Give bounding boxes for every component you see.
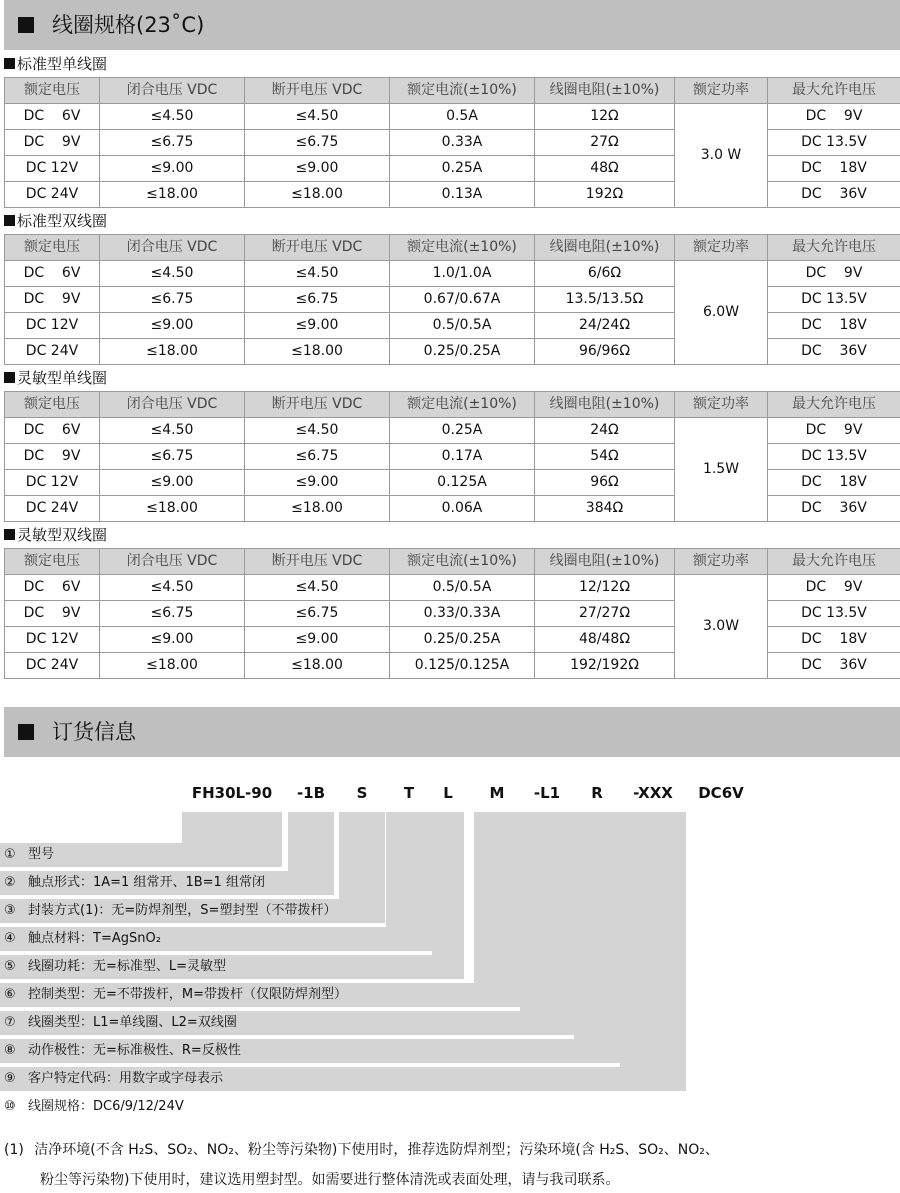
table-cell: 0.25A: [390, 156, 535, 182]
column-header: 闭合电压 VDC: [100, 235, 245, 261]
table-cell: 384Ω: [535, 496, 675, 522]
table-cell: DC 12V: [5, 470, 100, 496]
section-title: 线圈规格(23˚C): [52, 13, 205, 37]
order-item-text: 线圈功耗：无=标准型、L=灵敏型: [28, 959, 227, 974]
table-cell: DC 18V: [768, 313, 900, 339]
table-cell: 24/24Ω: [535, 313, 675, 339]
table-cell: ≤6.75: [100, 444, 245, 470]
column-header: 最大允许电压: [768, 392, 900, 418]
order-item-number: ⑧: [4, 1043, 16, 1058]
table-header-row: [5, 392, 900, 418]
order-item-text: 线圈规格：DC6/9/12/24V: [28, 1099, 184, 1114]
table-cell: ≤9.00: [245, 156, 390, 182]
table-caption-text: 灵敏型单线圈: [17, 369, 108, 387]
square-bullet-icon: [4, 215, 15, 226]
table-cell: DC 24V: [5, 339, 100, 365]
table-cell: ≤18.00: [100, 182, 245, 208]
order-code-part: -L1: [533, 784, 561, 802]
table-caption: [4, 55, 107, 73]
table-cell: DC 9V: [5, 287, 100, 313]
table-cell: DC 9V: [768, 418, 900, 444]
table-cell: ≤4.50: [245, 104, 390, 130]
table-cell: ≤6.75: [100, 601, 245, 627]
table-cell: 0.25A: [390, 418, 535, 444]
table-cell: 12Ω: [535, 104, 675, 130]
table-cell: ≤18.00: [245, 339, 390, 365]
order-item-text: 触点材料：T=AgSnO₂: [28, 931, 161, 946]
table-cell: DC 13.5V: [768, 444, 900, 470]
section-header-order-info: [4, 707, 900, 757]
table-header-row: [5, 549, 900, 575]
table-cell: ≤18.00: [100, 339, 245, 365]
spec-table: [4, 548, 900, 679]
order-item-text: 型号: [28, 847, 55, 862]
table-cell: ≤4.50: [100, 575, 245, 601]
table-cell: ≤6.75: [100, 130, 245, 156]
table-cell: DC 36V: [768, 496, 900, 522]
table-cell: 27/27Ω: [535, 601, 675, 627]
footnote-number: (1): [4, 1142, 24, 1158]
table-cell: 0.13A: [390, 182, 535, 208]
order-code-part: FH30L-90: [191, 784, 273, 802]
table-cell: 192/192Ω: [535, 653, 675, 679]
table-cell: 0.33A: [390, 130, 535, 156]
table-cell: 13.5/13.5Ω: [535, 287, 675, 313]
table-cell: ≤6.75: [245, 444, 390, 470]
table-cell: 0.125/0.125A: [390, 653, 535, 679]
order-item-text: 动作极性：无=标准极性、R=反极性: [28, 1043, 241, 1058]
table-cell: 0.5/0.5A: [390, 313, 535, 339]
table-cell: 96Ω: [535, 470, 675, 496]
order-code-part: T: [403, 784, 415, 802]
table-cell: 0.67/0.67A: [390, 287, 535, 313]
order-item-number: ④: [4, 931, 16, 946]
column-header: 断开电压 VDC: [245, 392, 390, 418]
code-connector-bar: [574, 812, 620, 1063]
table-cell: DC 6V: [5, 261, 100, 287]
column-header: 闭合电压 VDC: [100, 78, 245, 104]
column-header: 线圈电阻(±10%): [535, 549, 675, 575]
table-row: [5, 575, 900, 601]
table-cell: ≤9.00: [245, 470, 390, 496]
table-cell: ≤6.75: [245, 601, 390, 627]
order-item: [4, 1098, 184, 1116]
square-bullet-icon: [4, 58, 15, 69]
table-cell: 0.06A: [390, 496, 535, 522]
table-cell: 0.5A: [390, 104, 535, 130]
column-header: 额定功率: [675, 78, 768, 104]
table-caption: [4, 526, 107, 544]
table-cell: DC 9V: [5, 130, 100, 156]
table-cell: 48/48Ω: [535, 627, 675, 653]
table-caption-text: 标准型双线圈: [17, 212, 108, 230]
order-code-part: S: [356, 784, 368, 802]
table-header-row: [5, 235, 900, 261]
column-header: 闭合电压 VDC: [100, 549, 245, 575]
table-cell: ≤18.00: [245, 496, 390, 522]
table-cell: 12/12Ω: [535, 575, 675, 601]
column-header: 额定功率: [675, 392, 768, 418]
table-cell: 54Ω: [535, 444, 675, 470]
code-connector-bar: [520, 812, 574, 1035]
table-caption-text: 标准型单线圈: [17, 55, 108, 73]
table-cell: 24Ω: [535, 418, 675, 444]
table-cell: ≤9.00: [100, 156, 245, 182]
square-bullet-icon: [18, 17, 34, 33]
column-header: 额定电压: [5, 235, 100, 261]
order-item-text: 控制类型：无=不带拨杆，M=带拨杆（仅限防焊剂型）: [28, 987, 348, 1002]
table-cell: ≤9.00: [245, 313, 390, 339]
footnote-line-1: 洁净环境(不含 H₂S、SO₂、NO₂、粉尘等污染物)下使用时，推荐选防焊剂型；污染环境(含 H₂S、SO₂、NO₂、: [34, 1142, 719, 1158]
square-bullet-icon: [4, 372, 15, 383]
order-code-part: R: [591, 784, 603, 802]
column-header: 断开电压 VDC: [245, 78, 390, 104]
table-cell: ≤6.75: [245, 130, 390, 156]
table-row: [5, 104, 900, 130]
code-connector-bar: [432, 812, 464, 979]
table-cell: DC 9V: [768, 104, 900, 130]
rated-power-cell: 1.5W: [675, 418, 768, 522]
table-cell: ≤4.50: [245, 575, 390, 601]
table-cell: DC 9V: [5, 601, 100, 627]
table-cell: DC 9V: [768, 575, 900, 601]
column-header: 额定功率: [675, 235, 768, 261]
table-cell: ≤6.75: [100, 287, 245, 313]
table-cell: ≤4.50: [100, 104, 245, 130]
column-header: 额定功率: [675, 549, 768, 575]
table-cell: DC 6V: [5, 575, 100, 601]
order-item-text: 封装方式(1)：无=防焊剂型，S=塑封型（不带拨杆）: [28, 903, 337, 918]
table-cell: ≤4.50: [245, 418, 390, 444]
table-cell: ≤18.00: [245, 653, 390, 679]
table-cell: DC 12V: [5, 313, 100, 339]
spec-table: [4, 77, 900, 208]
table-cell: 192Ω: [535, 182, 675, 208]
order-item: [4, 958, 226, 976]
section-header-coil-spec: [4, 0, 900, 50]
table-cell: DC 12V: [5, 156, 100, 182]
table-row: [5, 418, 900, 444]
order-code-part: L: [443, 784, 453, 802]
table-cell: DC 13.5V: [768, 287, 900, 313]
table-cell: ≤9.00: [100, 470, 245, 496]
spec-table: [4, 391, 900, 522]
table-cell: ≤18.00: [100, 653, 245, 679]
order-item-number: ①: [4, 847, 16, 862]
table-cell: DC 24V: [5, 182, 100, 208]
order-item-number: ⑤: [4, 959, 16, 974]
table-cell: 0.125A: [390, 470, 535, 496]
table-caption: [4, 212, 107, 230]
order-code-part: M: [489, 784, 505, 802]
table-cell: DC 24V: [5, 496, 100, 522]
table-cell: DC 9V: [5, 444, 100, 470]
rated-power-cell: 3.0W: [675, 575, 768, 679]
table-cell: DC 18V: [768, 627, 900, 653]
order-item: [4, 1070, 223, 1088]
table-caption-text: 灵敏型双线圈: [17, 526, 108, 544]
order-item: [4, 902, 336, 920]
order-code-part: -1B: [296, 784, 326, 802]
order-item: [4, 1014, 237, 1032]
column-header: 额定电流(±10%): [390, 549, 535, 575]
column-header: 最大允许电压: [768, 235, 900, 261]
table-cell: 6/6Ω: [535, 261, 675, 287]
order-item: [4, 846, 54, 864]
table-cell: 27Ω: [535, 130, 675, 156]
table-cell: DC 18V: [768, 470, 900, 496]
table-cell: ≤6.75: [245, 287, 390, 313]
table-cell: 0.25/0.25A: [390, 339, 535, 365]
order-item-number: ⑨: [4, 1071, 16, 1086]
column-header: 线圈电阻(±10%): [535, 78, 675, 104]
table-cell: 0.17A: [390, 444, 535, 470]
table-cell: ≤9.00: [245, 627, 390, 653]
spec-table: [4, 234, 900, 365]
column-header: 额定电压: [5, 78, 100, 104]
table-cell: ≤4.50: [100, 261, 245, 287]
column-header: 额定电压: [5, 549, 100, 575]
square-bullet-icon: [4, 529, 15, 540]
order-code-part: -XXX: [633, 784, 673, 802]
order-item-number: ②: [4, 875, 16, 890]
table-cell: 1.0/1.0A: [390, 261, 535, 287]
column-header: 线圈电阻(±10%): [535, 235, 675, 261]
order-item: [4, 874, 265, 892]
table-cell: ≤18.00: [245, 182, 390, 208]
table-cell: DC 13.5V: [768, 130, 900, 156]
order-item-number: ⑦: [4, 1015, 16, 1030]
column-header: 闭合电压 VDC: [100, 392, 245, 418]
footnote-line-2: 粉尘等污染物)下使用时，建议选用塑封型。如需要进行整体清洗或表面处理，请与我司联系。: [40, 1172, 620, 1188]
table-cell: 0.33/0.33A: [390, 601, 535, 627]
square-bullet-icon: [18, 724, 34, 740]
table-cell: 96/96Ω: [535, 339, 675, 365]
table-cell: DC 6V: [5, 418, 100, 444]
table-cell: ≤9.00: [100, 313, 245, 339]
table-cell: DC 13.5V: [768, 601, 900, 627]
order-item: [4, 1042, 241, 1060]
table-cell: DC 12V: [5, 627, 100, 653]
column-header: 额定电流(±10%): [390, 392, 535, 418]
table-cell: DC 6V: [5, 104, 100, 130]
column-header: 断开电压 VDC: [245, 549, 390, 575]
order-item-text: 线圈类型：L1=单线圈、L2=双线圈: [28, 1015, 237, 1030]
table-cell: ≤9.00: [100, 627, 245, 653]
order-item-text: 触点形式：1A=1 组常开、1B=1 组常闭: [28, 875, 265, 890]
table-cell: ≤4.50: [245, 261, 390, 287]
code-connector-bar: [620, 812, 686, 1091]
table-cell: DC 36V: [768, 339, 900, 365]
column-header: 额定电流(±10%): [390, 235, 535, 261]
table-cell: 0.25/0.25A: [390, 627, 535, 653]
section-title: 订货信息: [52, 720, 136, 744]
order-item-number: ⑩: [4, 1099, 16, 1114]
column-header: 额定电流(±10%): [390, 78, 535, 104]
column-header: 线圈电阻(±10%): [535, 392, 675, 418]
table-caption: [4, 369, 107, 387]
table-cell: 0.5/0.5A: [390, 575, 535, 601]
order-item: [4, 930, 161, 948]
column-header: 最大允许电压: [768, 78, 900, 104]
footnote: [4, 1140, 894, 1160]
footnote-line-2-row: [40, 1170, 890, 1190]
column-header: 断开电压 VDC: [245, 235, 390, 261]
table-row: [5, 261, 900, 287]
table-cell: DC 36V: [768, 182, 900, 208]
table-cell: DC 9V: [768, 261, 900, 287]
table-cell: DC 18V: [768, 156, 900, 182]
column-header: 最大允许电压: [768, 549, 900, 575]
table-cell: ≤18.00: [100, 496, 245, 522]
table-cell: 48Ω: [535, 156, 675, 182]
order-item-number: ③: [4, 903, 16, 918]
order-item: [4, 986, 347, 1004]
table-cell: ≤4.50: [100, 418, 245, 444]
order-item-number: ⑥: [4, 987, 16, 1002]
code-connector-bar: [474, 812, 520, 1007]
rated-power-cell: 3.0 W: [675, 104, 768, 208]
order-item-text: 客户特定代码：用数字或字母表示: [28, 1071, 224, 1086]
table-cell: DC 36V: [768, 653, 900, 679]
table-cell: DC 24V: [5, 653, 100, 679]
column-header: 额定电压: [5, 392, 100, 418]
rated-power-cell: 6.0W: [675, 261, 768, 365]
table-header-row: [5, 78, 900, 104]
order-code-part: DC6V: [698, 784, 744, 802]
